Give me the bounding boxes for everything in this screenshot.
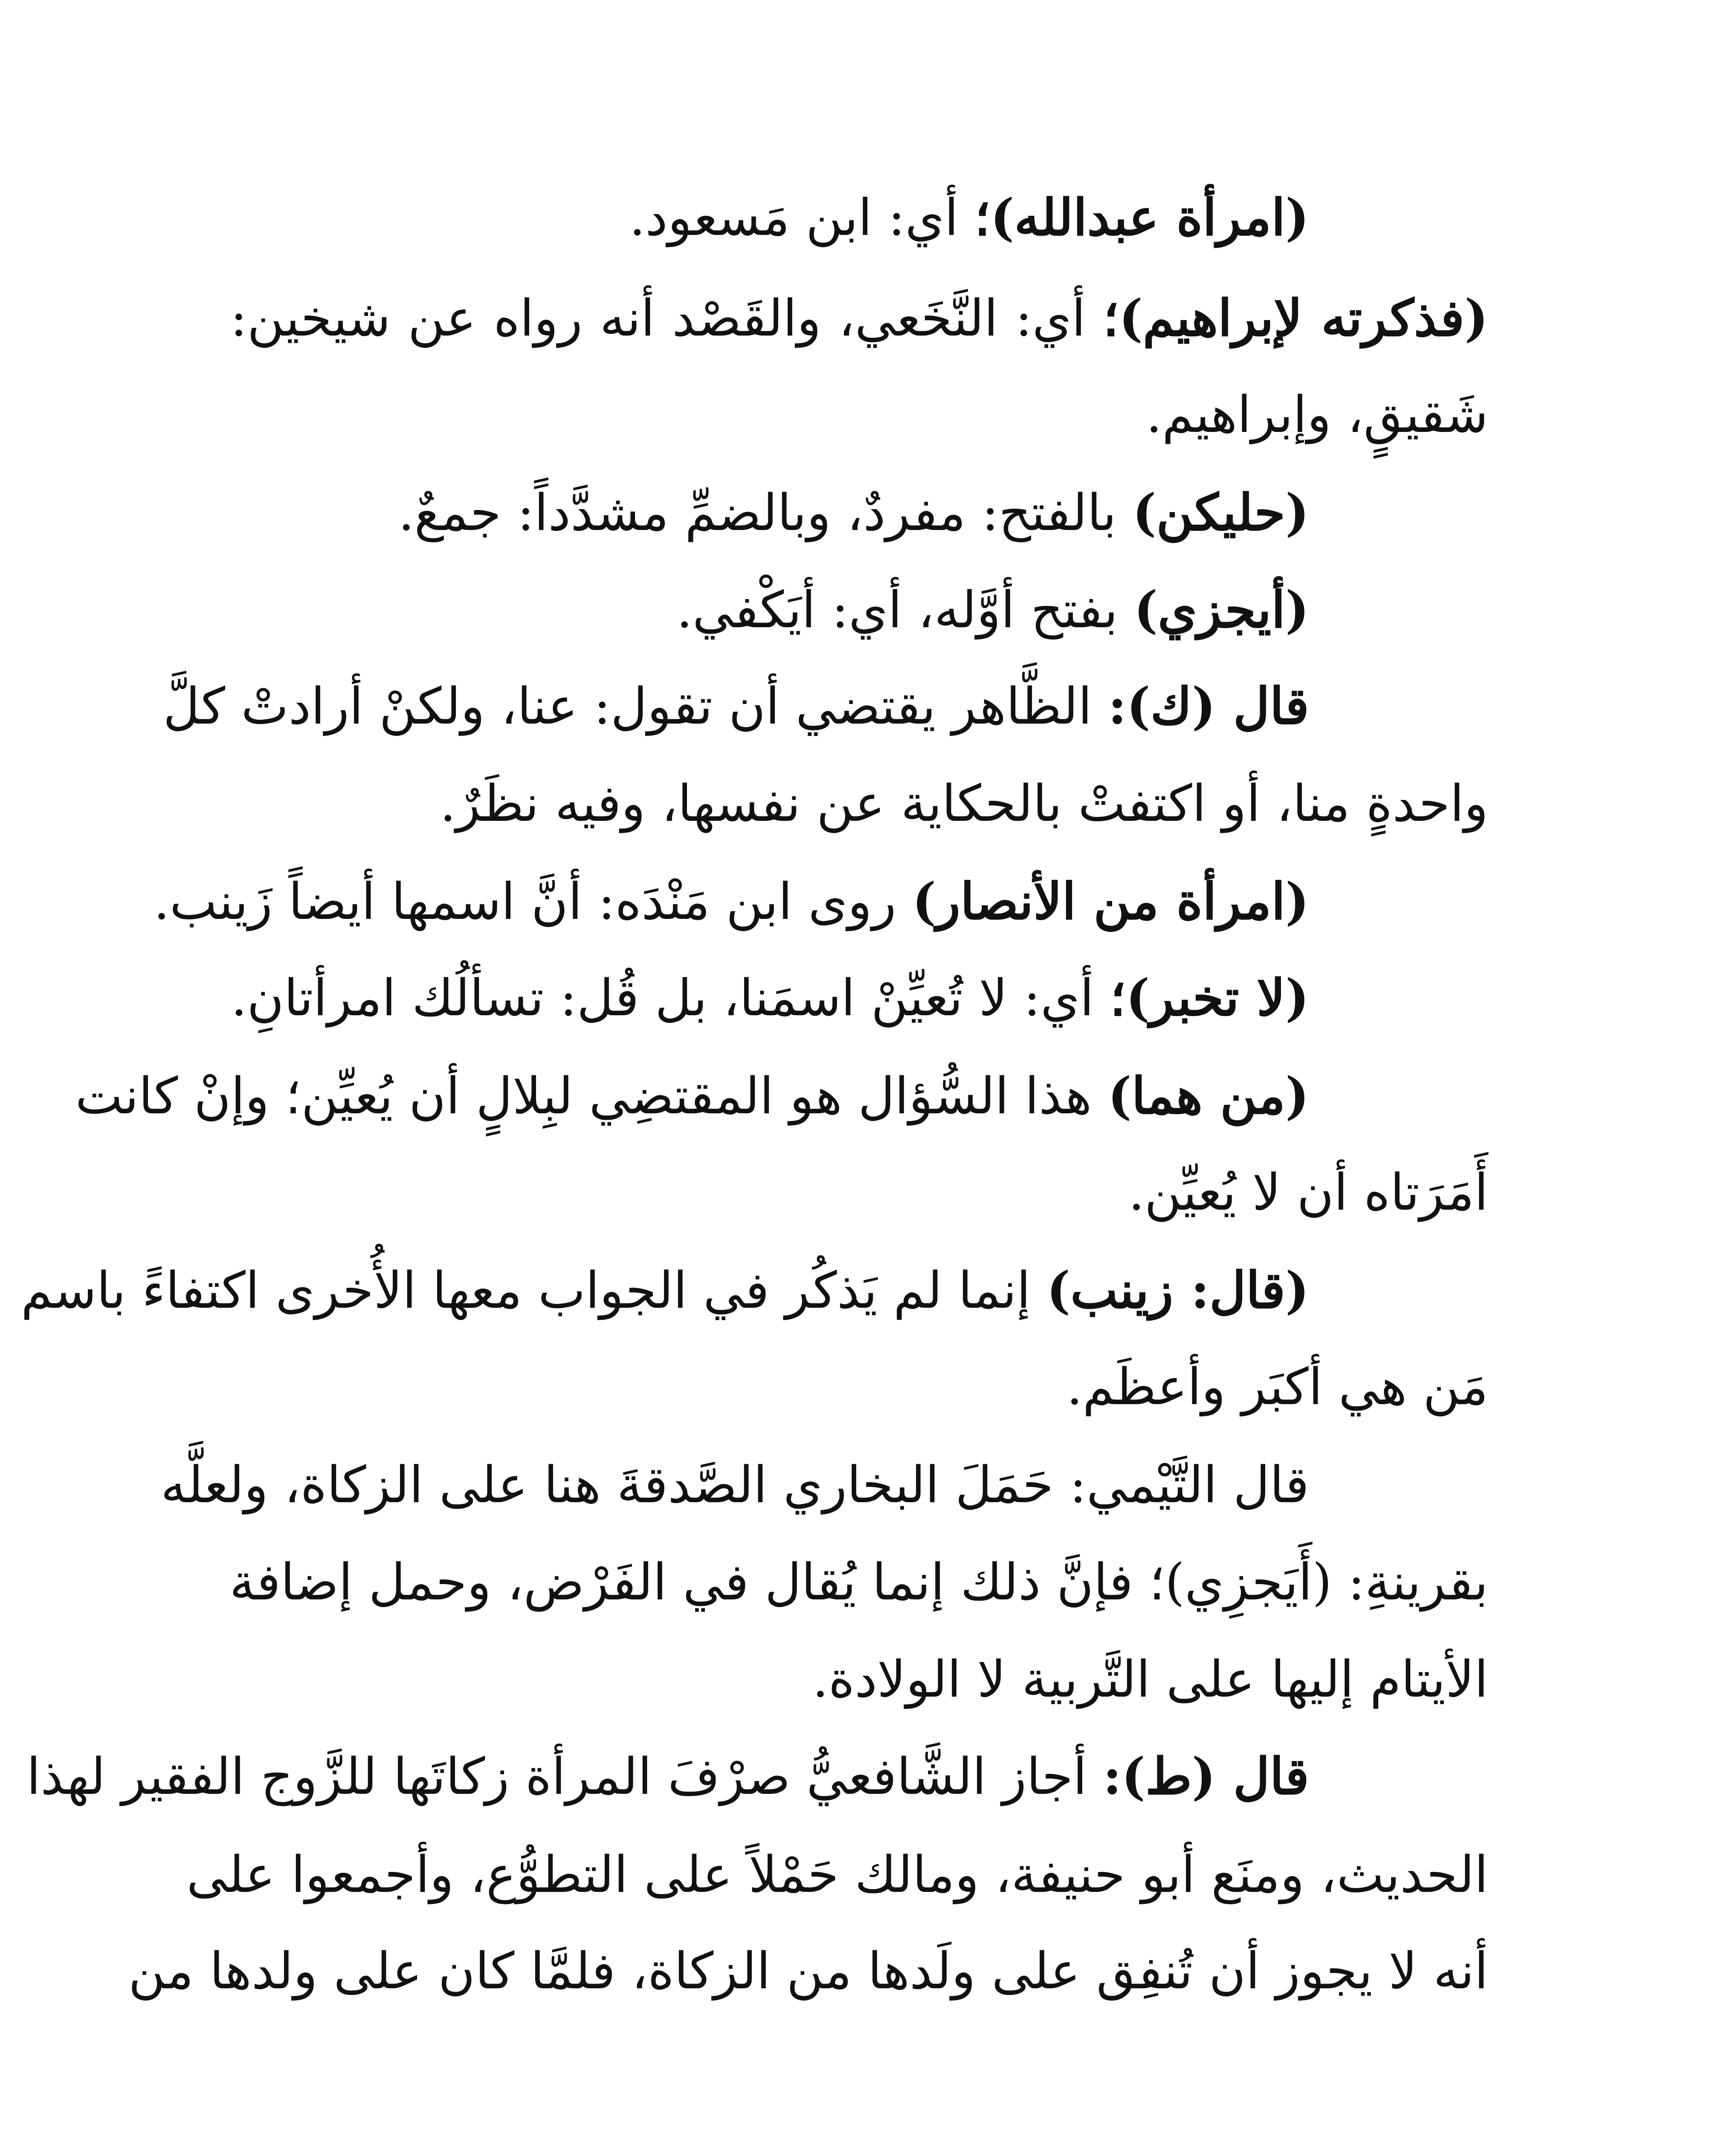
bold-term: (لا تخبر)؛	[1110, 968, 1309, 1027]
bold-term: (فذكرته لإبراهيم)؛	[1103, 288, 1488, 348]
line-text: هذا السُّؤال هو المقتضِي لبِلالٍ أن يُعيِّن؛ وإنْ كانت	[75, 1066, 1108, 1125]
bold-term: (حليكن)	[1132, 483, 1309, 542]
bold-term: (امرأة من الأنصار)	[912, 872, 1309, 931]
text-line	[186, 1840, 1488, 1909]
text-line	[21, 1256, 1488, 1324]
text-line	[398, 478, 1309, 547]
bold-term: قال (ك):	[1108, 676, 1309, 736]
line-text: أي: النَّخَعي، والقَصْد أنه رواه عن شيخين:	[230, 289, 1103, 348]
bold-term: (قال: زينب)	[1046, 1260, 1309, 1320]
text-line	[154, 867, 1309, 936]
text-line	[440, 769, 1488, 837]
line-text: أنه لا يجوز أن تُنفِق على ولَدها من الزكاة، فلمَّا كان على ولدها من	[128, 1941, 1488, 2000]
line-text: شَقيقٍ، وإبراهيم.	[1146, 385, 1488, 444]
text-line	[26, 1742, 1488, 1810]
text-line	[230, 284, 1488, 352]
text-line	[629, 183, 1309, 252]
bold-term: (أيجزي)	[1134, 580, 1309, 639]
bold-term: قال (ط):	[1103, 1747, 1309, 1806]
text-line	[160, 1451, 1488, 1519]
text-line	[676, 576, 1309, 644]
line-text: أي: لا تُعيِّنْ اسمَنا، بل قُل: تسألُك امرأتانِ.	[231, 968, 1110, 1027]
text-line	[1128, 1158, 1488, 1226]
line-text: قال التَّيْمي: حَمَلَ البخاري الصَّدقةَ هنا على الزكاة، ولعلَّه	[160, 1455, 1309, 1514]
bold-term: (امرأة عبدالله)؛	[974, 188, 1309, 247]
line-text: الظَّاهر يقتضي أن تقول: عنا، ولكنْ أرادتْ كلَّ	[163, 677, 1108, 736]
line-text: بالفتح: مفردٌ، وبالضمِّ مشدَّداً: جمعٌ.	[398, 483, 1133, 542]
line-text: الأيتام إليها على التَّربية لا الولادة.	[812, 1650, 1488, 1709]
bold-term: (من هما)	[1107, 1066, 1309, 1125]
line-text: بقرينةِ: (أَيَجزِي)؛ فإنَّ ذلك إنما يُقال في الفَرْض، وحمل إضافة	[229, 1553, 1488, 1611]
line-text: أَمَرَتاه أن لا يُعيِّن.	[1128, 1163, 1488, 1222]
line-text: إنما لم يَذكُر في الجواب معها الأُخرى اكتفاءً باسم	[21, 1261, 1047, 1320]
line-text: مَن هي أكبَر وأعظَم.	[1067, 1357, 1488, 1416]
line-text: روى ابن مَنْدَه: أنَّ اسمها أيضاً زَينب.	[154, 872, 913, 931]
text-line	[230, 1548, 1488, 1616]
text-line	[128, 1937, 1488, 2005]
line-text: الحديث، ومنَع أبو حنيفة، ومالك حَمْلاً على التطوُّع، وأجمعوا على	[186, 1845, 1488, 1904]
line-text: واحدةٍ منا، أو اكتفتْ بالحكاية عن نفسها، وفيه نظَرٌ.	[440, 774, 1488, 833]
text-line	[75, 1062, 1488, 1130]
text-line	[1146, 380, 1488, 449]
line-text: بفتح أوَّله، أي: أيَكْفي.	[676, 580, 1134, 639]
text-line	[231, 964, 1309, 1032]
text-line	[163, 672, 1488, 740]
line-text: أجاز الشَّافعيُّ صرْفَ المرأة زكاتَها للزَّوج الفقير لهذا	[26, 1747, 1103, 1806]
line-text: أي: ابن مَسعود.	[629, 188, 975, 247]
text-line	[812, 1645, 1488, 1713]
text-line	[1067, 1353, 1488, 1421]
